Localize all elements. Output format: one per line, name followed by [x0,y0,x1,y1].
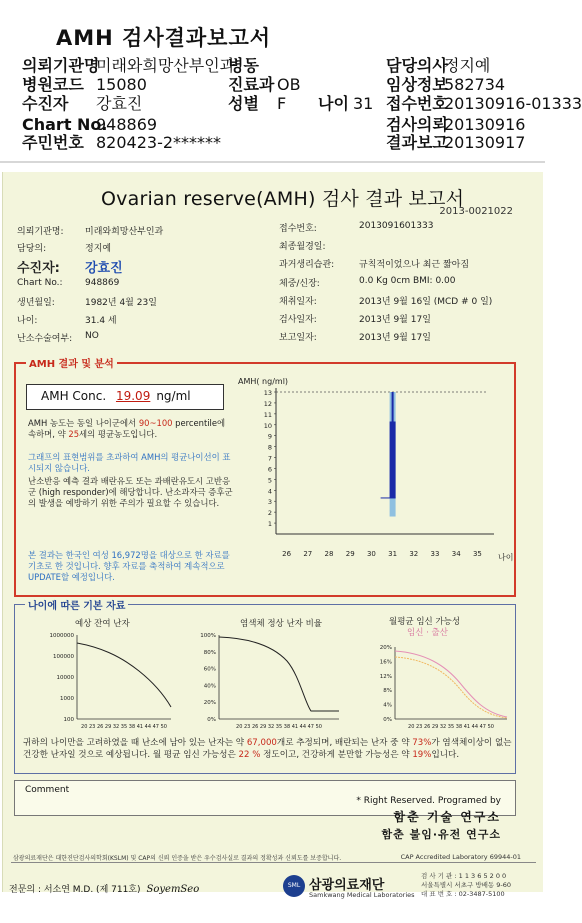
normal-egg-chart [187,625,347,737]
age-summary-text: 귀하의 나이만을 고려하였을 때 난소에 남아 있는 난자는 약 67,000개로 추정되며, 배란되는 난자 중 약 73%가 염색체이상이 없는 건강한 난자일 것으로 예상됩니다. 월 평균 임신 가능성은 22 % 정도이고, 건강하게 분만할 가능성은 약 19%입니다. [23,738,512,760]
reception-no-label: 접수번호 [386,94,448,113]
age-label: 나이 [318,94,349,113]
department-label: 진료과 [228,75,275,94]
info-surgery: 난소수술여부: NO [17,331,99,344]
doctor-label: 담당의사 [386,56,448,75]
resident-no-label: 주민번호 [22,133,84,152]
normal-egg-y-tick-label: 80% [203,649,216,656]
amh-y-tick-label: 9 [267,432,272,441]
normal-egg-y-tick-label: 0% [207,717,216,723]
pregnancy-y-tick-label: 16% [379,659,392,666]
info-birth: 생년월일: 1982년 4월 23일 [17,298,157,308]
egg-reserve-x-tick-labels: 20 23 26 29 32 35 38 41 44 47 50 [81,724,167,730]
normal-egg-x-tick-labels: 20 23 26 29 32 35 38 41 44 47 50 [236,724,322,730]
pregnancy-x-tick-labels: 20 23 26 29 32 35 38 41 44 47 50 [408,724,494,730]
info-collection-date: 채취일자: 2013년 9월 16일 (MCD # 0 일) [279,297,493,307]
amh-iqr-bar [390,421,396,497]
amh-response-text: 난소반응 예측 결과 배란유도 또는 과배란유도시 고반응군 (high responder)에 해당합니다. 난소과자극 증후군의 발생을 예방하기 위한 주의가 필요할 수 있습니다. [28,476,233,508]
pregnancy-y-tick-label: 4% [383,702,392,709]
footer-divider [11,862,536,863]
age-reference-title: 나이에 따른 기본 자료 [25,597,128,612]
lab-logo-icon: SML [283,875,305,897]
pregnancy-y-tick-label: 8% [383,688,392,695]
patient-label: 수진자 [22,94,69,113]
amh-section-title: AMH 결과 및 분석 [26,355,117,370]
accreditation-note: 삼광의료재단은 대한진단검사의학회(KSLM) 및 CAP의 신뢰 인증을 받은 우수검사실로 결과의 정확성과 신뢰도를 보증합니다. [13,855,342,862]
amh-x-tick-label: 35 [472,550,482,558]
report-paper [2,172,543,899]
normal-egg-y-tick-label: 20% [203,700,216,707]
amh-x-tick-label: 27 [303,550,313,558]
egg-reserve-y-tick-label: 1000000 [49,633,74,639]
chart-no-label: Chart No. [22,115,108,134]
amh-y-tick-label: 4 [267,487,272,496]
amh-y-tick-label: 12 [263,399,272,408]
info-menstrual-history: 과거생리습관: 규칙적이었으나 최근 짧아짐 [279,260,470,270]
report-date-label: 결과보고 [386,133,448,152]
amh-result-section [14,359,516,597]
info-report-date: 보고일자: 2013년 9월 17일 [279,333,431,343]
chart-no-value: 948869 [96,115,158,134]
info-doctor: 담당의: 정지예 [17,244,112,254]
pregnancy-y-tick-label: 12% [379,673,392,680]
amh-y-tick-label: 5 [267,476,272,485]
amh-y-tick-label: 2 [267,509,272,518]
egg-reserve-y-tick-label: 10000 [56,675,74,681]
specialist-line [9,882,199,895]
report-doc-id: 2013-0021022 [439,206,513,217]
info-reception: 접수번호: 2013091601333 [279,221,434,234]
amh-y-tick-label: 7 [267,454,272,463]
amh-x-tick-label: 34 [451,550,461,558]
amh-x-tick-label: 30 [366,550,376,558]
patient-value: 강효진 [96,94,143,113]
hospital-code-label: 병원코드 [22,75,84,94]
amh-concentration-box [26,384,224,410]
normal-egg-y-tick-label: 40% [203,683,216,690]
egg-reserve-y-tick-label: 100 [63,717,74,723]
normal-egg-y-tick-label: 60% [203,666,216,673]
amh-y-tick-label: 1 [267,520,272,529]
resident-no-value: 820423-2****** [96,133,222,152]
amh-conc-unit: ng/ml [156,389,191,403]
normal-egg-curve [219,637,339,711]
egg-reserve-curve [77,643,171,707]
sex-label: 성별 [228,94,259,113]
hospital-code-value: 15080 [96,75,147,94]
amh-y-axis-label: AMH( ng/ml) [238,377,289,386]
amh-age-chart [226,374,514,588]
amh-x-tick-label: 31 [388,550,398,558]
amh-x-tick-label: 26 [282,550,292,558]
amh-x-tick-label: 29 [345,550,355,558]
info-lmp: 최종월경일: [279,242,326,252]
amh-x-axis-label: 나이 [498,553,514,562]
institute-name-1: 함춘 기술 연구소 [393,810,501,824]
amh-range-note: 그래프의 표현범위를 초과하여 AMH의 평균나이선이 표시되지 않습니다. [28,452,231,473]
report-date-value: 20130917 [444,133,526,152]
egg-reserve-y-tick-label: 1000 [60,696,74,702]
amh-y-tick-label: 6 [267,465,272,474]
amh-y-tick-label: 13 [263,389,272,397]
reception-no-value: 20130916-01333 [444,94,582,113]
amh-y-tick-label: 10 [263,421,272,430]
cap-accreditation: CAP Accredited Laboratory 69944-01 [400,853,521,861]
sex-value: F [277,94,287,113]
egg-reserve-chart [19,625,179,737]
clinical-info-value: 582734 [444,75,506,94]
referral-value: 미래와희망산부인과 [96,56,236,75]
doctor-signature: SoyemSeo [146,884,200,895]
amh-x-tick-label: 33 [430,550,440,558]
pregnancy-curve [395,651,507,717]
request-date-label: 검사의뢰 [386,115,448,134]
info-age: 나이: 31.4 세 [17,316,117,326]
amh-y-tick-label: 3 [267,498,272,507]
egg-reserve-y-tick-label: 100000 [53,654,74,660]
specialist-name: 전문의 : 서소연 M.D. (제 711호) [9,885,141,895]
clinical-info-label: 임상정보 [386,75,448,94]
lab-english-name: Samkwang Medical Laboratories [309,891,415,899]
pregnancy-chart [355,625,515,737]
referral-label: 의뢰기관명 [22,56,100,75]
report-title: Ovarian reserve(AMH) 검사 결과 보고서 [101,188,465,210]
pregnancy-title: 월평균 임신 가능성 [389,617,461,627]
normal-egg-y-tick-label: 100% [200,633,216,639]
amh-dataset-note: 본 결과는 한국인 여성 16,972명을 대상으로 한 자료를 기초로 한 것입니다. 향후 자료를 축적하여 계속적으로 UPDATE할 예정입니다. [28,550,230,582]
info-referral: 의뢰기관명: 미래와희망산부인과 [17,227,164,237]
lab-address: 검 사 기 관 : 1 1 3 6 5 2 0 0 서울특별시 서초구 방배동 9-60 대 표 번 호 : 02-3487-5100 [421,872,512,898]
doctor-value: 정지예 [444,56,491,75]
amh-y-tick-label: 11 [263,410,272,419]
amh-conc-value: 19.09 [115,389,151,403]
amh-y-tick-label: 8 [267,443,272,452]
amh-percentile-text: AMH 농도는 동일 나이군에서 90~100 percentile에 속하며, 약 25세의 평균농도입니다. [28,418,226,439]
ward-label: 병동 [228,56,259,75]
birth-curve [395,657,507,718]
normal-egg-title: 염색체 정상 난자 비율 [240,619,323,629]
institute-name-2: 함춘 불임·유전 연구소 [381,828,501,841]
age-reference-section [14,601,516,774]
pregnancy-legend: 임신 · 출산 [407,628,448,638]
rights-text: * Right Reserved. Programed by [356,796,501,806]
header-divider [0,161,545,163]
lab-name: 삼광의료재단 [309,878,385,893]
info-chart-no: Chart No.: 948869 [17,278,120,288]
info-test-date: 검사일자: 2013년 9월 17일 [279,315,431,325]
amh-x-tick-label: 28 [324,550,334,558]
comment-label: Comment [25,785,70,795]
amh-x-tick-label: 32 [409,550,419,558]
info-weight-height: 체중/신장: 0.0 Kg 0cm BMI: 0.00 [279,276,456,289]
pregnancy-y-tick-label: 0% [383,717,392,723]
info-patient: 수진자: 강효진 [17,261,123,276]
report-header-title: AMH 검사결과보고서 [56,26,272,50]
pregnancy-y-tick-label: 20% [379,645,392,651]
amh-conc-label: AMH Conc. [41,389,107,403]
request-date-value: 20130916 [444,115,526,134]
egg-reserve-title: 예상 잔여 난자 [75,619,130,629]
age-value: 31 [353,94,374,113]
department-value: OB [277,75,301,94]
